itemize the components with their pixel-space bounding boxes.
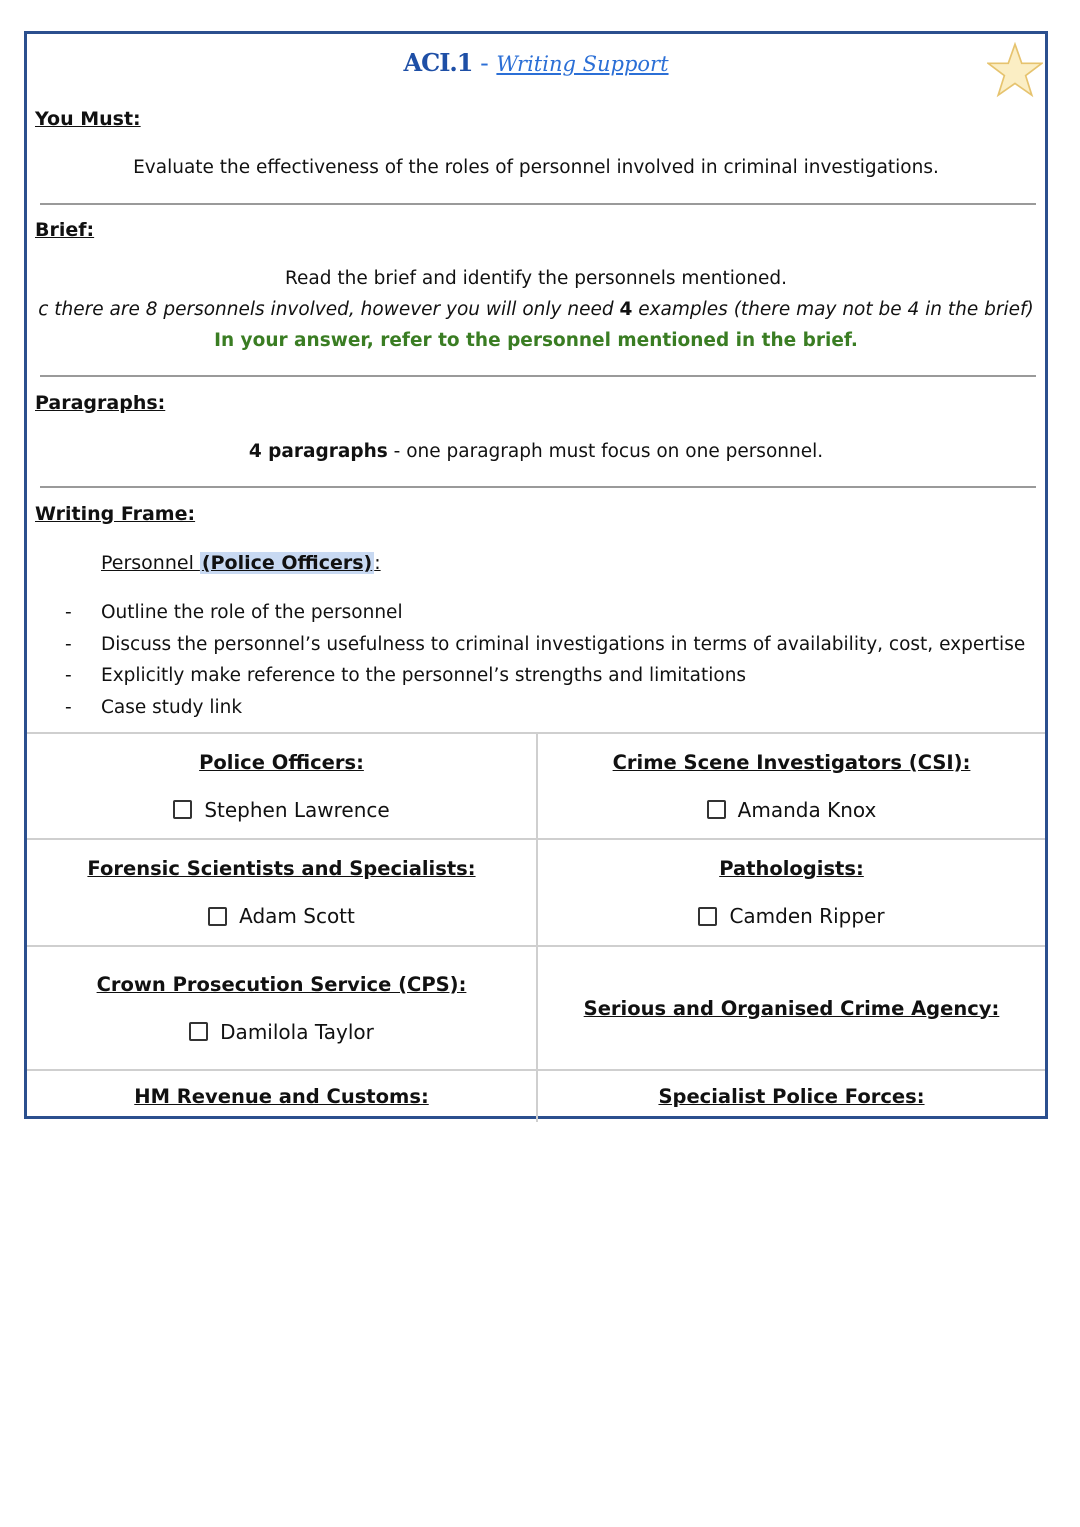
table-row <box>27 1071 1045 1122</box>
page-title <box>27 48 1045 77</box>
personnel-heading: Personnel (Police Officers) : <box>101 552 381 574</box>
checkbox[interactable] <box>189 1022 208 1041</box>
writing-frame-label: Writing Frame: <box>35 503 196 525</box>
checkbox[interactable] <box>208 907 227 926</box>
table-cell-forensic: Forensic Scientists and Specialists: Adam Scott <box>87 857 476 928</box>
table-cell-cps: Crown Prosecution Service (CPS): Damilola Taylor <box>96 972 467 1044</box>
brief-line-2: ϲ there are 8 personnels involved, however you will only need 4 examples (there may not be 4 in the brief) <box>38 299 1034 320</box>
highlighted-personnel: (Police Officers) <box>201 552 373 574</box>
list-item: - Discuss the personnel’s usefulness to criminal investigations in terms of availability, cost, expertise <box>65 633 1026 655</box>
list-item: - Case study link <box>65 696 243 718</box>
table-cell-hmrc: HM Revenue and Customs: <box>134 1085 429 1108</box>
star-icon <box>987 42 1043 98</box>
checkbox[interactable] <box>707 800 726 819</box>
table-cell-specialist-police: Specialist Police Forces: <box>536 1071 1045 1122</box>
list-item: - Explicitly make reference to the personnel’s strengths and limitations <box>65 665 747 686</box>
table-cell-police-officers: Police Officers: Stephen Lawrence <box>27 734 536 838</box>
title-separator: - <box>472 49 497 77</box>
you-must-label: You Must: <box>35 108 141 130</box>
table-cell-pathologists: Pathologists: Camden Ripper <box>536 840 1045 945</box>
brief-label: Brief: <box>35 219 95 241</box>
brief-line-3: In your answer, refer to the personnel mentioned in the brief. <box>214 330 858 351</box>
table-row <box>27 840 1045 947</box>
checkbox[interactable] <box>173 800 192 819</box>
paragraphs-text: 4 paragraphs - one paragraph must focus on one personnel. <box>248 441 824 462</box>
divider <box>40 375 1036 377</box>
table-cell-csi: Crime Scene Investigators (CSI): Amanda Knox <box>536 734 1045 838</box>
checkbox[interactable] <box>698 907 717 926</box>
personnel-table <box>27 732 1045 1122</box>
divider <box>40 486 1036 488</box>
table-cell-soca: Serious and Organised Crime Agency: <box>536 947 1045 1069</box>
paragraphs-label: Paragraphs: <box>35 392 166 414</box>
title-subtitle: Writing Support <box>496 52 669 76</box>
bullet-list <box>65 597 1025 723</box>
document-frame <box>24 31 1048 1119</box>
you-must-text: Evaluate the effectiveness of the roles of personnel involved in criminal investigations. <box>133 157 939 178</box>
list-item: - Outline the role of the personnel <box>65 602 403 623</box>
title-code: ACI.1 <box>403 48 473 77</box>
table-row <box>27 947 1045 1071</box>
divider <box>40 203 1036 205</box>
table-row <box>27 734 1045 840</box>
brief-line-1: Read the brief and identify the personnels mentioned. <box>285 268 787 289</box>
